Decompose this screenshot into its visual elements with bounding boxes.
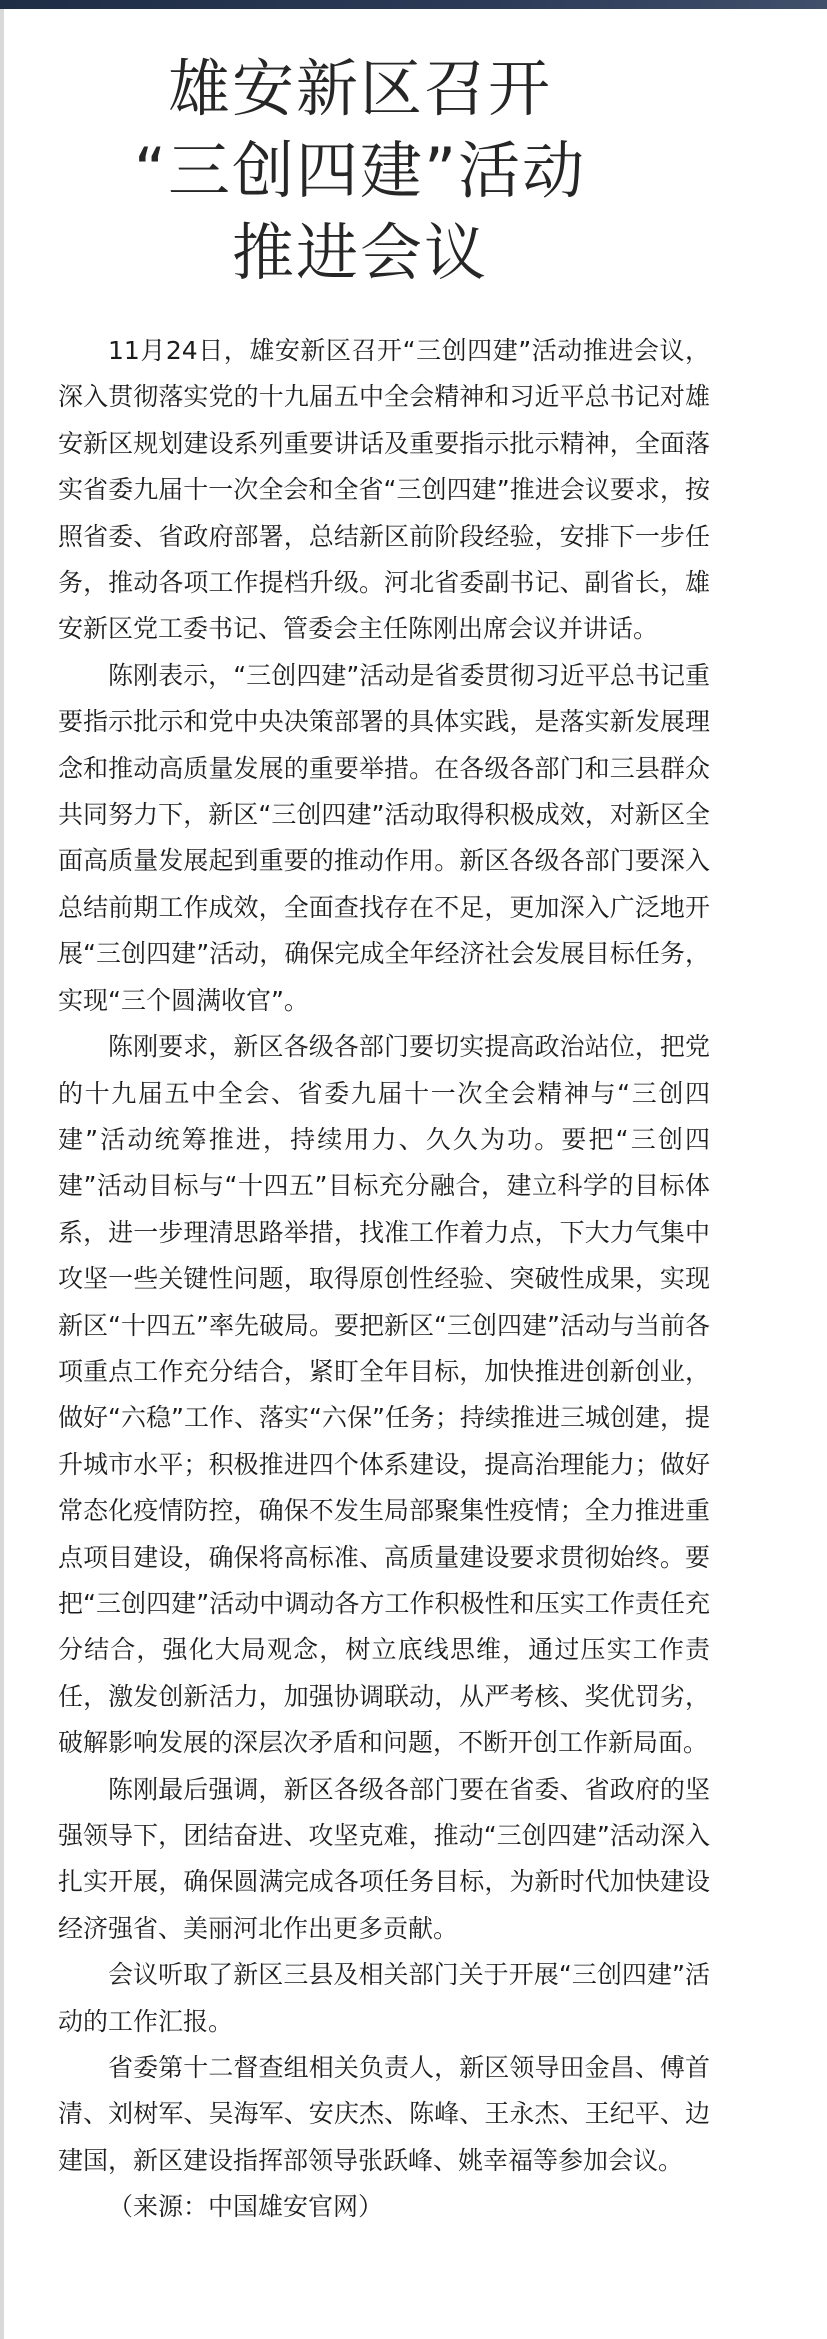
headline-line-1: 雄安新区召开 [167,52,552,125]
top-header-bar [0,0,827,9]
source-credit: （来源：中国雄安官网） [108,2192,384,2222]
headline-line-3: 推进会议 [231,216,488,289]
paragraph-6: 省委第十二督查组相关负责人，新区领导田金昌、傅首清、刘树军、吴海军、安庆杰、陈峰、王永杰、王纪平、边建国，新区建设指挥部领导张跃峰、姚幸福等参加会议。 [58,2053,710,2175]
paragraph-4: 陈刚最后强调，新区各级各部门要在省委、省政府的坚强领导下，团结奋进、攻坚克难，推动“三创四建”活动深入扎实开展，确保圆满完成各项任务目标，为新时代加快建设经济强省、美丽河北作出更多贡献。 [58,1774,710,1943]
headline [0,48,720,294]
paragraph-3: 陈刚要求，新区各级各部门要切实提高政治站位，把党的十九届五中全会、省委九届十一次全会精神与“三创四建”活动统筹推进，持续用力、久久为功。要把“三创四建”活动目标与“十四五”目标充分融合，建立科学的目标体系，进一步理清思路举措，找准工作着力点，下大力气集中攻坚一些关键性问题，取得原创性经验、突破性成果，实现新区“十四五”率先破局。要把新区“三创四建”活动与当前各项重点工作充分结合，紧盯全年目标，加快推进创新创业，做好“六稳”工作、落实“六保”任务；持续推进三城创建，提升城市水平；积极推进四个体系建设，提高治理能力；做好常态化疫情防控，确保不发生局部聚集性疫情；全力推进重点项目建设，确保将高标准、高质量建设要求贯彻始终。要把“三创四建”活动中调动各方工作积极性和压实工作责任充分结合，强化大局观念，树立底线思维，通过压实工作责任，激发创新活力，加强协调联动，从严考核、奖优罚劣，破解影响发展的深层次矛盾和问题，不断开创工作新局面。 [58,1032,710,1758]
paragraph-2: 陈刚表示，“三创四建”活动是省委贯彻习近平总书记重要指示批示和党中央决策部署的具体实践，是落实新发展理念和推动高质量发展的重要举措。在各级各部门和三县群众共同努力下，新区“三创四建”活动取得积极成效，对新区全面高质量发展起到重要的推动作用。新区各级各部门要深入总结前期工作成效，全面查找存在不足，更加深入广泛地开展“三创四建”活动，确保完成全年经济社会发展目标任务，实现“三个圆满收官”。 [58,660,710,1015]
headline-line-2: “三创四建”活动 [133,134,587,207]
paragraph-5: 会议听取了新区三县及相关部门关于开展“三创四建”活动的工作汇报。 [58,1960,710,2036]
article-body [58,328,710,2231]
paragraph-1: 11月24日，雄安新区召开“三创四建”活动推进会议，深入贯彻落实党的十九届五中全会精神和习近平总书记对雄安新区规划建设系列重要讲话及重要指示批示精神，全面落实省委九届十一次全会和全省“三创四建”推进会议要求，按照省委、省政府部署，总结新区前阶段经验，安排下一步任务，推动各项工作提档升级。河北省委副书记、副省长，雄安新区党工委书记、管委会主任陈刚出席会议并讲话。 [58,336,710,644]
left-edge-strip [0,9,4,2339]
